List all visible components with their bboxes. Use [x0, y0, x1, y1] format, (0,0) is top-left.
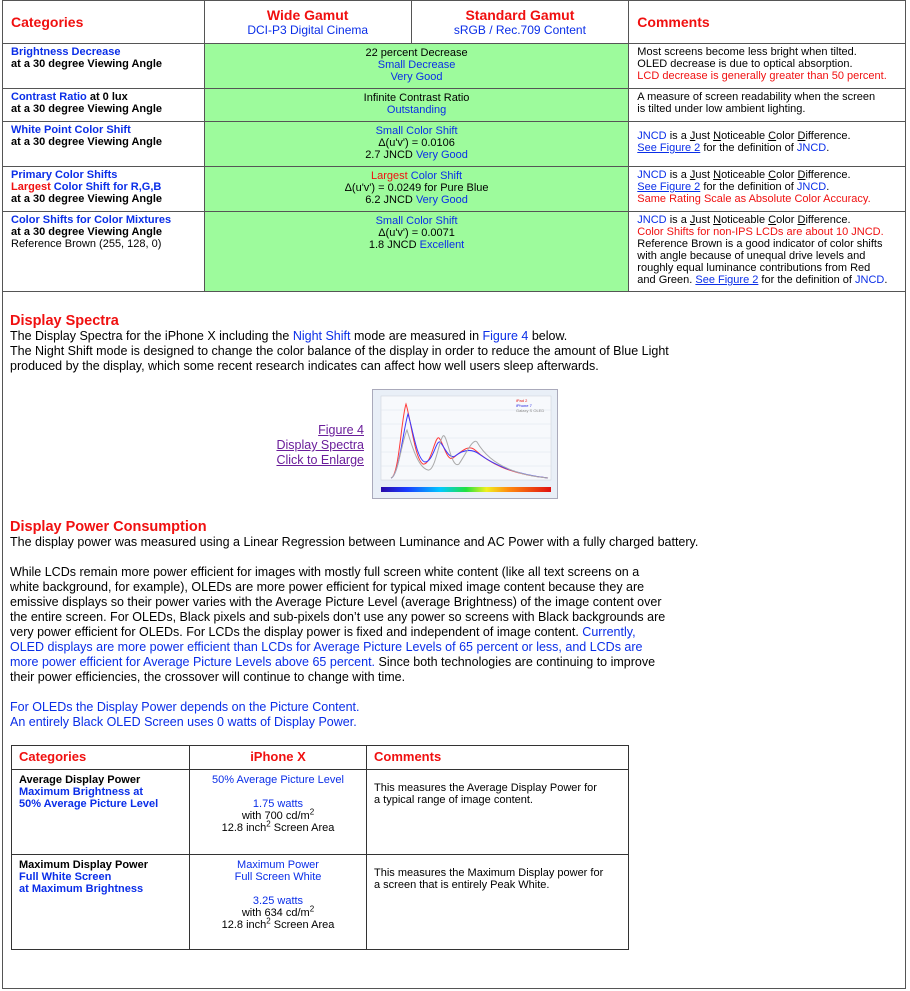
table-row	[3, 89, 906, 122]
display-spectra-heading: Display Spectra	[10, 313, 119, 329]
row-category: Brightness Decrease at a 30 degree Viewing Angle	[3, 44, 205, 89]
display-spectra-section	[10, 313, 890, 374]
row-category: Primary Color Shifts Largest Color Shift for R,G,B at a 30 degree Viewing Angle	[3, 167, 205, 212]
row-category: White Point Color Shift at a 30 degree Viewing Angle	[3, 122, 205, 167]
viewing-angle-table	[2, 0, 906, 292]
row-comment: This measures the Maximum Display power for a screen that is entirely Peak White.	[367, 855, 629, 950]
header-comments: Comments	[629, 1, 906, 44]
row-comment: This measures the Average Display Power for a typical range of image content.	[367, 770, 629, 855]
row-value: Small Color Shift Δ(u'v') = 0.0071 1.8 JNCD Excellent	[204, 212, 628, 292]
spectra-paragraph-3: produced by the display, which some recent research indicates can affect how well users sleep afterwards.	[10, 359, 599, 373]
table-row	[12, 770, 629, 855]
row-category: Color Shifts for Color Mixtures at a 30 degree Viewing Angle Reference Brown (255, 128, 0)	[3, 212, 205, 292]
table-row	[3, 44, 906, 89]
header-comments: Comments	[367, 746, 629, 770]
table-row	[3, 122, 906, 167]
header-categories: Categories	[12, 746, 190, 770]
legend-entry: Galaxy S OLED	[516, 408, 545, 413]
spectra-paragraph-2: The Night Shift mode is designed to change the color balance of the display in order to reduce the amount of Blue Light	[10, 344, 669, 358]
display-power-section	[10, 519, 890, 730]
see-figure-2-link[interactable]: See Figure 2	[637, 142, 701, 154]
header-standard-gamut: Standard Gamut sRGB / Rec.709 Content	[411, 1, 629, 44]
row-value: Infinite Contrast Ratio Outstanding	[204, 89, 628, 122]
power-paragraph-2: While LCDs remain more power efficient for images with mostly full screen white content (like all text screens on a white background, for example), OLEDs are more power efficient for typical mixed image content because they are emissive displays so their power varies with the Average Picture Level (average Brightness) of the image content over the entire screen. For OLEDs, Black pixels and sub-pixels don’t use any power so screens with Black backgrounds are very power efficient for OLEDs. For LCDs the display power is fixed and independent of image content. Currently, OLED displays are more power efficient than LCDs for Average Picture Levels of 65 percent or less, and LCDs are more power efficient for Average Picture Levels above 65 percent. Since both technologies are continuing to improve their power efficiencies, the crossover will continue to change with time.	[10, 565, 666, 684]
see-figure-2-link[interactable]: See Figure 2	[695, 274, 759, 286]
row-comment: JNCD is a Just Noticeable Color Difference. See Figure 2 for the definition of JNCD. Same Rating Scale as Absolute Color Accuracy.	[629, 167, 906, 212]
power-note-2: An entirely Black OLED Screen uses 0 watts of Display Power.	[10, 715, 357, 729]
table-header-row	[12, 746, 629, 770]
row-comment: A measure of screen readability when the screen is tilted under low ambient lighting.	[629, 89, 906, 122]
legend-entry: iPad 2	[516, 398, 528, 403]
table-row	[3, 167, 906, 212]
row-comment: JNCD is a Just Noticeable Color Difference. See Figure 2 for the definition of JNCD.	[629, 122, 906, 167]
row-category: Contrast Ratio at 0 lux at a 30 degree Viewing Angle	[3, 89, 205, 122]
figure-4-links	[240, 423, 364, 468]
header-wide-gamut: Wide Gamut DCI-P3 Digital Cinema	[204, 1, 411, 44]
row-value: 50% Average Picture Level 1.75 watts with 700 $cd/m^2$ 12.8 inch$^2$ Screen Area	[190, 770, 367, 855]
row-comment: Most screens become less bright when tilted. OLED decrease is due to optical absorption. LCD decrease is generally greater than 50 percent.	[629, 44, 906, 89]
row-value: Largest Color Shift Δ(u'v') = 0.0249 for Pure Blue 6.2 JNCD Very Good	[204, 167, 628, 212]
display-spectra-link[interactable]: Display Spectra	[276, 438, 364, 452]
header-device: iPhone X	[190, 746, 367, 770]
spectra-paragraph-1: The Display Spectra for the iPhone X including the Night Shift mode are measured in Figure 4 below.	[10, 329, 568, 343]
display-power-heading: Display Power Consumption	[10, 519, 207, 535]
power-paragraph-1: The display power was measured using a Linear Regression between Luminance and AC Power with a fully charged battery.	[10, 535, 699, 549]
click-to-enlarge-link[interactable]: Click to Enlarge	[276, 453, 364, 467]
power-table	[11, 745, 629, 950]
row-category: Average Display Power Maximum Brightness at 50% Average Picture Level	[12, 770, 190, 855]
table-row	[12, 855, 629, 950]
row-value: 22 percent Decrease Small Decrease Very Good	[204, 44, 628, 89]
row-value: Maximum Power Full Screen White 3.25 watts with 634 $cd/m^2$ 12.8 inch$^2$ Screen Area	[190, 855, 367, 950]
see-figure-2-link[interactable]: See Figure 2	[637, 181, 701, 193]
spectra-plot	[373, 390, 557, 498]
row-category: Maximum Display Power Full White Screen at Maximum Brightness	[12, 855, 190, 950]
row-value: Small Color Shift Δ(u'v') = 0.0106 2.7 JNCD Very Good	[204, 122, 628, 167]
header-categories: Categories	[3, 1, 205, 44]
spectra-thumbnail[interactable]	[372, 389, 558, 499]
power-note-1: For OLEDs the Display Power depends on the Picture Content.	[10, 700, 360, 714]
row-comment: JNCD is a Just Noticeable Color Difference. Color Shifts for non-IPS LCDs are about 10 JNCD. Reference Brown is a good indicator of color shifts with angle because of unequal drive levels and roughly equal luminance contributions from Red and Green. See Figure 2 for the definition of JNCD.	[629, 212, 906, 292]
figure-4-link[interactable]: Figure 4	[318, 423, 364, 437]
legend-entry: iPhone 7	[516, 403, 532, 408]
table-header-row	[3, 1, 906, 44]
table-row	[3, 212, 906, 292]
